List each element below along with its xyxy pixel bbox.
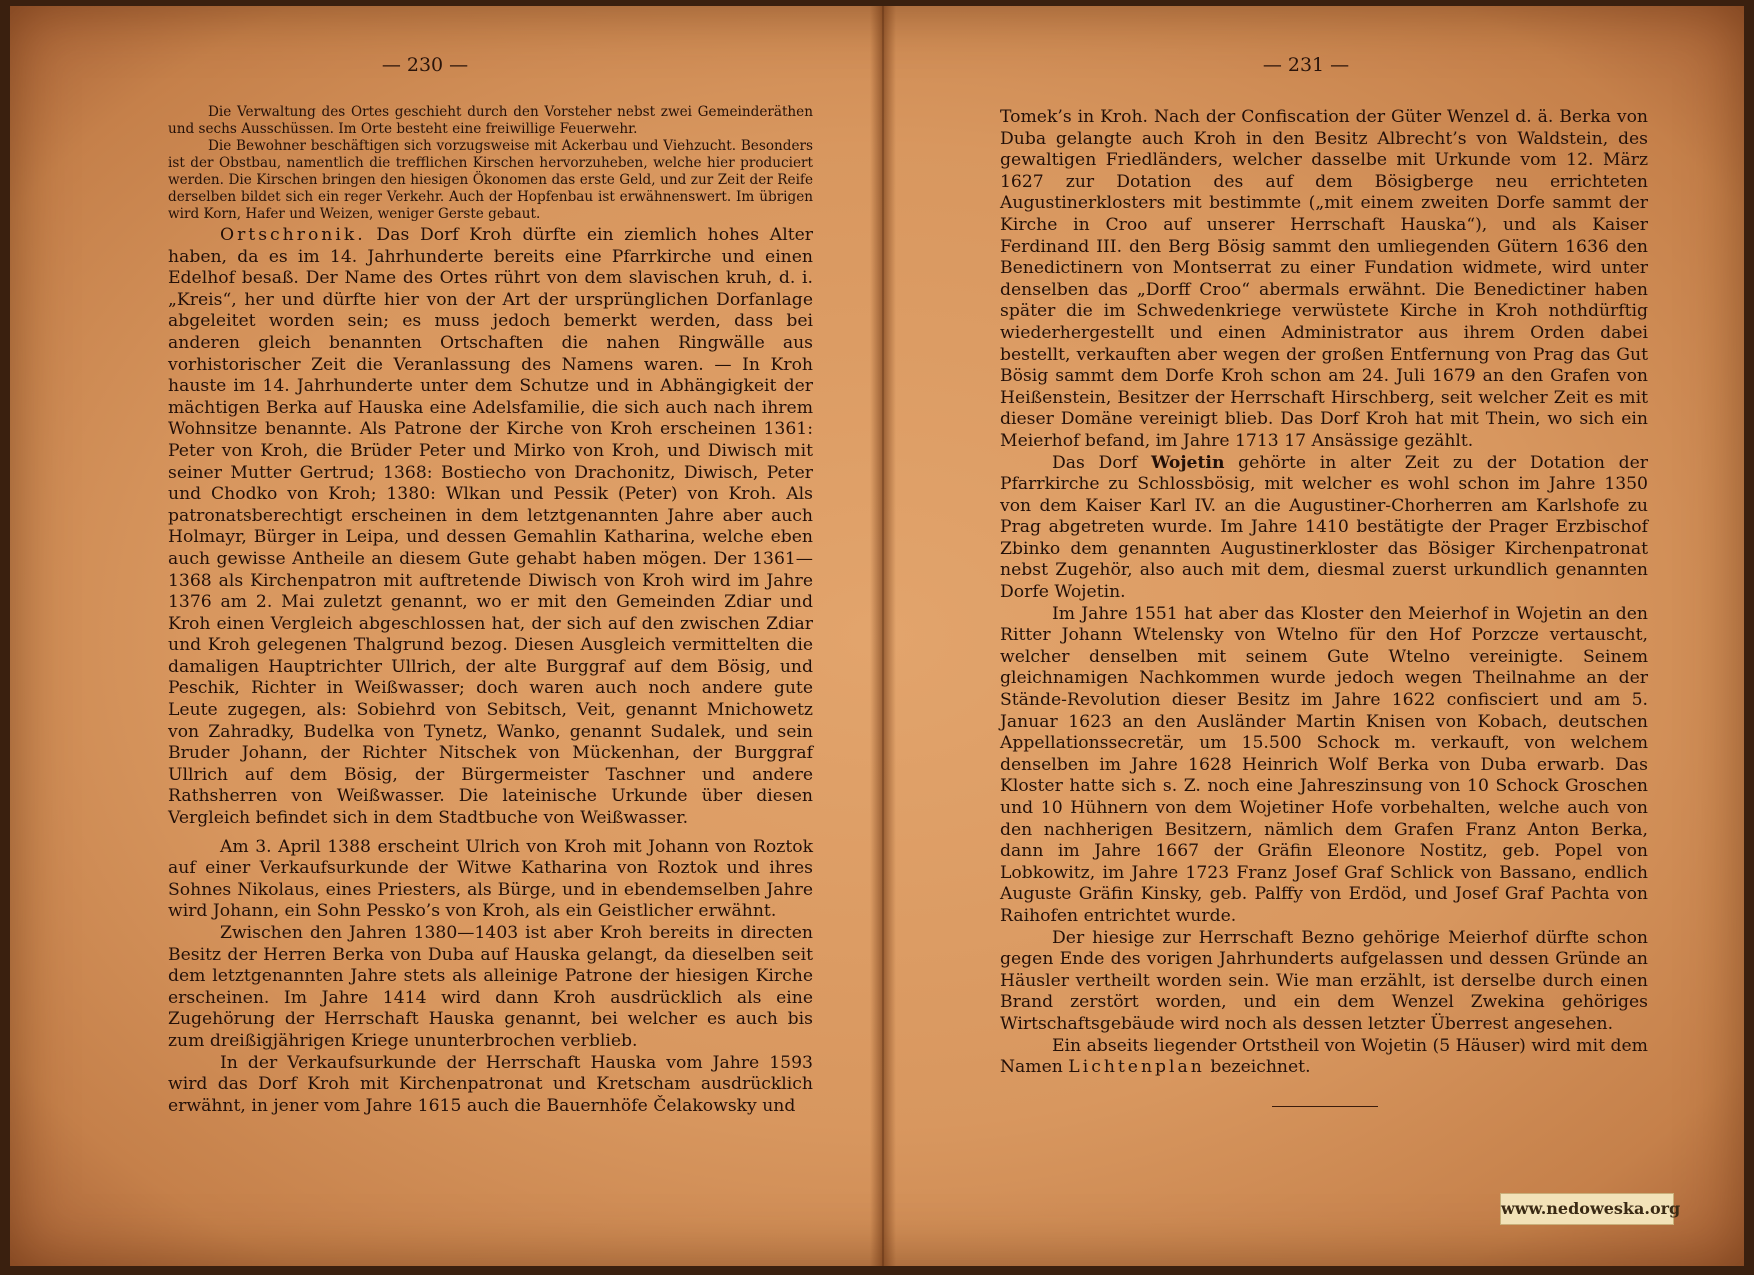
chronicle-paragraph	[168, 225, 813, 830]
small-paragraph: Die Verwaltung des Ortes geschieht durch den Vorsteher nebst zwei Gemeinderäthen und sechs Ausschüssen. Im Orte besteht eine freiwillige Feuerwehr.	[168, 104, 813, 137]
lichtenplan-paragraph	[1000, 1036, 1648, 1079]
paragraph: Im Jahre 1551 hat aber das Kloster den Meierhof in Wojetin an den Ritter Johann Wtelensky von Wtelno für den Hof Porzcze vertauscht, welcher denselben mit seinem Gute Wtelno vereinigte. Seinem gleichnamigen Nachkommen wurde jedoch wegen Theilnahme an der Stände-Revolution dieser Besitz im Jahre 1622 confisciert und am 5. Januar 1623 an den Ausländer Martin Knisen von Kobach, deutschen Appellationssecretär, um 15.500 Schock m. verkauft, von welchem denselben im Jahre 1628 Heinrich Wolf Berka von Duba erwarb. Das Kloster hatte sich s. Z. noch eine Jahreszinsung von 10 Schock Groschen und 10 Hühnern von dem Wojetiner Hofe vorbehalten, welche auch von den nachherigen Besitzern, nämlich dem Grafen Franz Anton Berka, dann im Jahre 1667 der Gräfin Eleonore Nostitz, geb. Popel von Lobkowitz, im Jahre 1723 Franz Josef Graf Schlick von Bassano, endlich Auguste Gräfin Kinsky, geb. Palffy von Erdöd, und Josef Graf Pachta von Raihofen entrichtet wurde.	[1000, 603, 1648, 926]
small-paragraph: Die Bewohner beschäftigen sich vorzugsweise mit Ackerbau und Viehzucht. Besonders ist der Obstbau, namentlich die trefflichen Kirschen hervorzuheben, welche hier produciert werden. Die Kirschen bringen den hiesigen Ökonomen das erste Geld, und zur Zeit der Reife derselben bildet sich ein reger Verkehr. Auch der Hopfenbau ist erwähnenswert. Im übrigen wird Korn, Hafer und Weizen, weniger Gerste gebaut.	[168, 138, 813, 222]
left-page-body	[168, 104, 813, 1117]
watermark-label: www.nedoweska.org	[1500, 1193, 1674, 1225]
right-page-body	[1000, 107, 1648, 1079]
wojetin-text: gehörte in alter Zeit zu der Dotation der Pfarrkirche zu Schlossbösig, mit welcher es wohl schon im Jahre 1350 von dem Kaiser Karl IV. an die Augustiner-Chorherren am Karlshofe zu Prag abgetreten wurde. Im Jahre 1410 bestätigte der Prager Erzbischof Zbinko dem genannten Augustinerkloster das Bösiger Kirchenpatronat nebst Zugehör, also auch mit dem, diesmal zuerst urkundlich genannten Dorfe Wojetin.	[1000, 452, 1648, 603]
paragraph: Tomek’s in Kroh. Nach der Confiscation der Güter Wenzel d. ä. Berka von Duba gelangte auch Kroh in den Besitz Albrecht’s von Waldstein, des gewaltigen Friedländers, welcher dasselbe mit Urkunde vom 12. März 1627 zur Dotation des auf dem Bösigberge neu errichteten Augustinerklosters mit bestimmte („mit einem zweiten Dorfe sammt der Kirche in Croo auf unserer Herrschaft Hauska“), und als Kaiser Ferdinand III. den Berg Bösig sammt den umliegenden Gütern 1636 den Benedictinern von Montserrat zu einer Fundation widmete, wird unter denselben das „Dorff Croo“ abermals erwähnt. Die Benedictiner haben später die im Schwedenkriege verwüstete Kirche in Kroh nothdürftig wiederhergestellt und einen Administrator aus ihrem Orden dabei bestellt, verkauften aber wegen der großen Entfernung von Prag das Gut Bösig sammt dem Dorfe Kroh schon am 24. Juli 1679 an den Grafen von Heißenstein, Besitzer der Herrschaft Hirschberg, seit welcher Zeit es mit dieser Domäne vereinigt blieb. Das Dorf Kroh hat mit Thein, wo sich ein Meierhof befand, im Jahre 1713 17 Ansässige gezählt.	[1000, 107, 1648, 451]
left-page	[10, 6, 880, 1266]
paragraph: Am 3. April 1388 erscheint Ulrich von Kroh mit Johann von Roztok auf einer Verkaufsurkunde der Witwe Katharina von Roztok und ihres Sohnes Nikolaus, eines Priesters, als Bürge, und in ebendemselben Jahre wird Johann, ein Sohn Pessko’s von Kroh, als ein Geistlicher erwähnt.	[168, 836, 813, 922]
paragraph: Der hiesige zur Herrschaft Bezno gehörige Meierhof dürfte schon gegen Ende des vorigen Jahrhunderts aufgelassen und dessen Gründe an Häusler vertheilt worden sein. Wie man erzählt, ist derselbe durch einen Brand zerstört worden, und ein dem Wenzel Zwekina gehöriges Wirtschaftsgebäude wird noch als dessen letzter Überrest angesehen.	[1000, 927, 1648, 1034]
lichtenplan-name: Lichtenplan	[1068, 1057, 1205, 1078]
chronicle-heading: Ortschronik.	[220, 225, 366, 245]
page-number-left: — 230 —	[381, 54, 469, 76]
wojetin-prefix: Das Dorf	[1052, 452, 1138, 473]
chronicle-text: Das Dorf Kroh dürfte ein ziemlich hohes Alter haben, da es im 14. Jahrhunderte bereits eine Pfarrkirche und einen Edelhof besaß. Der Name des Ortes rührt von dem slavischen kruh, d. i. „Kreis“, her und dürfte hier von der Art der ursprünglichen Dorfanlage abgeleitet worden sein; es muss jedoch bemerkt werden, dass bei anderen gleich benannten Ortschaften die nahen Ringwälle aus vorhistorischer Zeit die Veranlassung des Namens waren. — In Kroh hauste im 14. Jahrhunderte unter dem Schutze und in Abhängigkeit der mächtigen Berka auf Hauska eine Adelsfamilie, die sich auch nach ihrem Wohnsitze benannte. Als Patrone der Kirche von Kroh erscheinen 1361: Peter von Kroh, die Brüder Peter und Mirko von Kroh, und Diwisch mit seiner Mutter Gertrud; 1368: Bostiecho von Drachonitz, Diwisch, Peter und Chodko von Kroh; 1380: Wlkan und Pessik (Peter) von Kroh. Als patronatsberechtigt erscheinen in dem letztgenannten Jahre aber auch Holmayr, Bürger in Leipa, und dessen Gemahlin Katharina, welche eben auch gewisse Antheile an diesem Gute gehabt haben mögen. Der 1361—1368 als Kirchenpatron mit auftretende Diwisch von Kroh wird im Jahre 1376 am 2. Mai zuletzt genannt, wo er mit den Gemeinden Zdiar und Kroh einen Vergleich abgeschlossen hat, der sich auf den zwischen Zdiar und Kroh gelegenen Thalgrund bezog. Diesen Ausgleich vermittelten die damaligen Hauptrichter Ullrich, der alte Burggraf auf dem Bösig, und Peschik, Richter in Weißwasser; doch waren auch noch andere gute Leute zugegen, als: Sobiehrd von Sebitsch, Veit, genannt Mnichowetz von Zahradky, Budelka von Tynetz, Wanko, genannt Sudalek, und sein Bruder Johann, der Richter Nitschek von Mückenhan, der Burggraf Ullrich auf dem Bösig, der Bürgermeister Taschner und andere Rathsherren von Weißwasser. Die lateinische Urkunde über diesen Vergleich befindet sich in dem Stadtbuche von Weißwasser.	[168, 225, 813, 829]
paragraph: Zwischen den Jahren 1380—1403 ist aber Kroh bereits in directen Besitz der Herren Berka von Duba auf Hauska gelangt, da dieselben seit dem letztgenannten Jahre stets als alleinige Patrone der hiesigen Kirche erscheinen. Im Jahre 1414 wird dann Kroh ausdrücklich als eine Zugehörung der Herrschaft Hauska genannt, bei welcher es auch bis zum dreißigjährigen Kriege ununterbrochen verblieb.	[168, 923, 813, 1051]
end-rule	[1272, 1106, 1378, 1107]
last-prefix: Ein abseits liegender Ortstheil von Wojetin (5 Häuser) wird mit dem Namen	[1000, 1035, 1648, 1078]
page-number-right: — 231 —	[1262, 54, 1350, 76]
last-suffix: bezeichnet.	[1210, 1057, 1311, 1078]
right-page	[888, 6, 1744, 1266]
paragraph: In der Verkaufsurkunde der Herrschaft Hauska vom Jahre 1593 wird das Dorf Kroh mit Kirchenpatronat und Kretscham ausdrücklich erwähnt, in jener vom Jahre 1615 auch die Bauernhöfe Čelakowsky und	[168, 1052, 813, 1116]
wojetin-name: Wojetin	[1150, 452, 1225, 473]
wojetin-paragraph	[1000, 453, 1648, 604]
book-spread	[10, 6, 1744, 1266]
